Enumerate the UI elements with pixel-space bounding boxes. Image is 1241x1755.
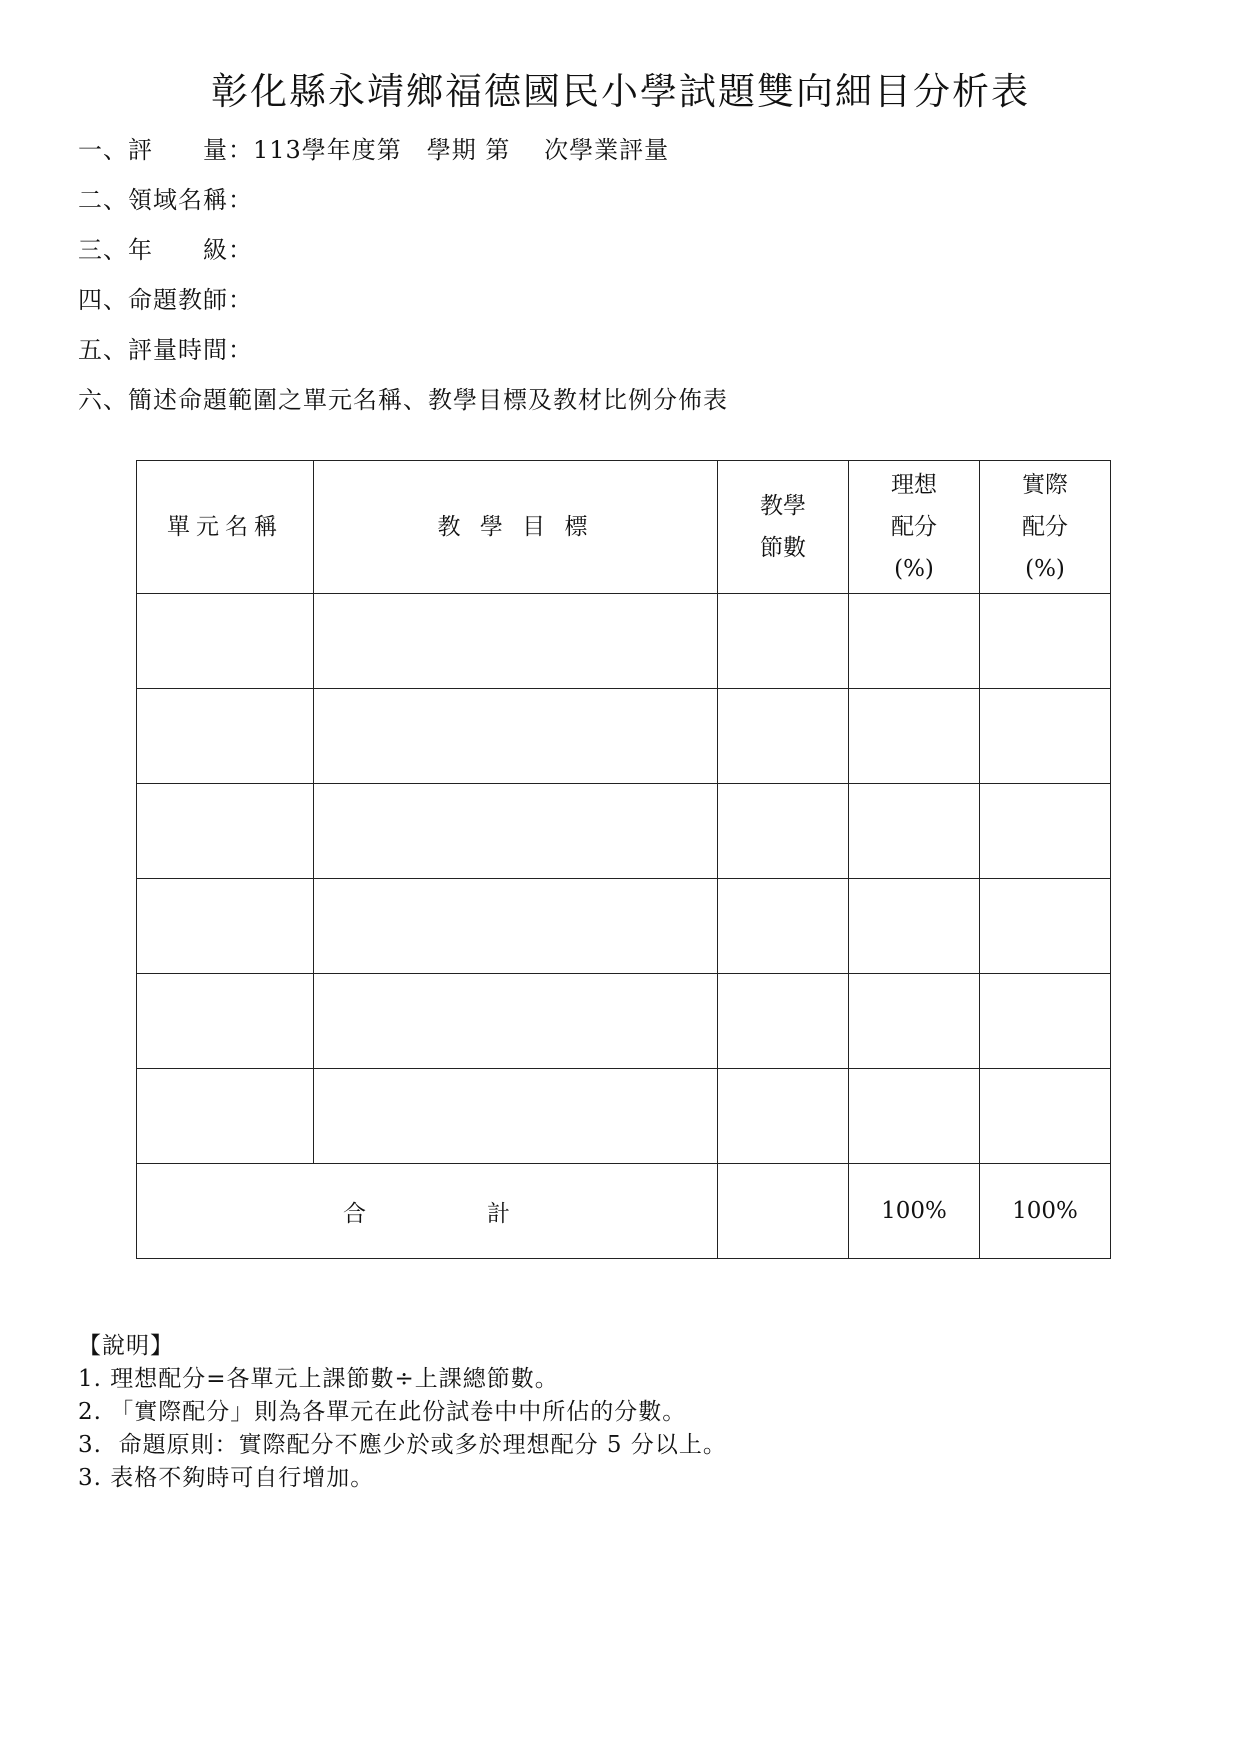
cell-unit[interactable] [137, 689, 314, 784]
cell-objective[interactable] [314, 1069, 718, 1164]
field-assessment-time: 五、評量時間： [78, 336, 253, 364]
cell-unit[interactable] [137, 594, 314, 689]
cell-actual[interactable] [980, 784, 1111, 879]
cell-actual[interactable] [980, 594, 1111, 689]
total-periods[interactable] [718, 1164, 849, 1259]
cell-objective[interactable] [314, 594, 718, 689]
cell-periods[interactable] [718, 1069, 849, 1164]
table-row [137, 879, 1111, 974]
table-header-row [137, 461, 1111, 594]
cell-periods[interactable] [718, 879, 849, 974]
cell-ideal[interactable] [849, 974, 980, 1069]
cell-periods[interactable] [718, 784, 849, 879]
cell-ideal[interactable] [849, 1069, 980, 1164]
header-periods: 教學 節數 [718, 461, 849, 594]
cell-ideal[interactable] [849, 879, 980, 974]
note-item: 3. 命題原則：實際配分不應少於或多於理想配分 5 分以上。 [78, 1432, 727, 1458]
cell-ideal[interactable] [849, 689, 980, 784]
total-actual: 100% [980, 1164, 1111, 1259]
table-row [137, 689, 1111, 784]
note-item: 1. 理想配分=各單元上課節數÷上課總節數。 [78, 1366, 559, 1392]
cell-objective[interactable] [314, 974, 718, 1069]
cell-actual[interactable] [980, 1069, 1111, 1164]
table-row [137, 974, 1111, 1069]
header-ideal-score: 理想 配分 (%) [849, 461, 980, 594]
cell-actual[interactable] [980, 879, 1111, 974]
table-row [137, 1069, 1111, 1164]
cell-unit[interactable] [137, 1069, 314, 1164]
cell-actual[interactable] [980, 974, 1111, 1069]
field-subject-area: 二、領域名稱： [78, 186, 253, 214]
cell-objective[interactable] [314, 689, 718, 784]
note-item: 3. 表格不夠時可自行增加。 [78, 1465, 375, 1491]
header-objective: 教 學 目 標 [314, 461, 718, 594]
header-unit-name: 單元名稱 [137, 461, 314, 594]
notes-section [78, 1330, 727, 1495]
cell-unit[interactable] [137, 974, 314, 1069]
field-grade: 三、年 級： [78, 236, 253, 264]
distribution-table [136, 460, 1111, 1259]
cell-objective[interactable] [314, 784, 718, 879]
cell-periods[interactable] [718, 689, 849, 784]
field-teacher: 四、命題教師： [78, 286, 253, 314]
cell-ideal[interactable] [849, 784, 980, 879]
note-item: 2. 「實際配分」則為各單元在此份試卷中中所佔的分數。 [78, 1399, 687, 1425]
cell-actual[interactable] [980, 689, 1111, 784]
document-title: 彰化縣永靖鄉福德國民小學試題雙向細目分析表 [211, 70, 1030, 113]
cell-unit[interactable] [137, 879, 314, 974]
cell-objective[interactable] [314, 879, 718, 974]
table-row [137, 784, 1111, 879]
cell-periods[interactable] [718, 974, 849, 1069]
field-assessment: 一、評 量：113學年度第 學期 第 次學業評量 [78, 136, 670, 164]
table-row [137, 594, 1111, 689]
table-total-row [137, 1164, 1111, 1259]
total-ideal: 100% [849, 1164, 980, 1259]
total-label: 合 計 [137, 1164, 718, 1259]
notes-heading: 【說明】 [78, 1333, 174, 1359]
cell-periods[interactable] [718, 594, 849, 689]
cell-unit[interactable] [137, 784, 314, 879]
field-scope-description: 六、簡述命題範圍之單元名稱、教學目標及教材比例分佈表 [78, 386, 728, 414]
header-actual-score: 實際 配分 (%) [980, 461, 1111, 594]
cell-ideal[interactable] [849, 594, 980, 689]
